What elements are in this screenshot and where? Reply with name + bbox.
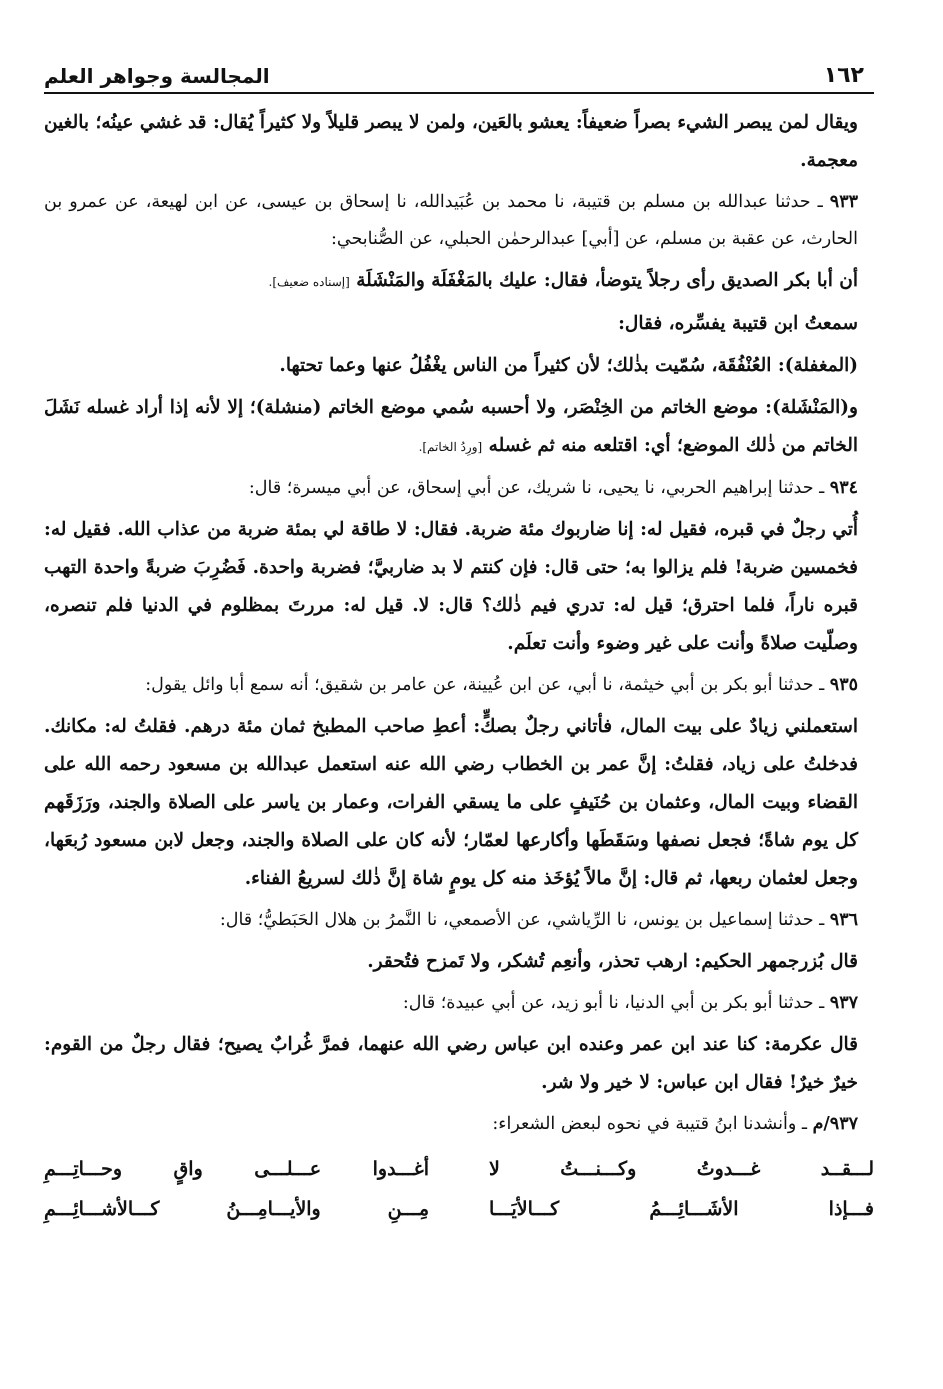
paragraph-text: ـ وأنشدنا ابنُ قتيبة في نحوه لبعض الشعراء: [492,1114,813,1134]
editor-note: [إسناده ضعيف]. [268,275,350,289]
page-body [44,104,874,1143]
paragraph-text: ويقال لمن يبصر الشيء بصراً ضعيفاً: يعشو بالعَين، ولمن لا يبصر قليلاً ولا كثيراً يُقال: قد غشي عينُه؛ بالغين معجمة. [44,112,858,171]
paragraph-text: قال بُزرجمهر الحكيم: ارهب تحذر، وأنعِم تُشكر، ولا تَمزح فتُحقر. [367,951,858,972]
paragraph-text: ـ حدثنا إسماعيل بن يونس، نا الرِّياشي، عن الأصمعي، نا النَّمرُ بن هلال الحَبَطيُّ؛ قال: [219,910,830,930]
paragraph-text: أُتي رجلٌ في قبره، فقيل له: إنا ضاربوك مئة ضربة. فقال: لا طاقة لي بمئة ضربة من عذاب الله. فقيل له: فخمسين ضربة! فلم يزالوا به؛ حتى قال: فإن كنتم لا بد ضاربيَّ؛ فضربة واحدة. فَضُرِبَ ضربةً واحدة التهب قبره ناراً، فلما احترق؛ قيل له: تدري فيم ذٰلك؟ قال: لا. قيل له: مررتَ بمظلوم في الدنيا فلم تنصره، وصلّيت صلاةً وأنت على غير وضوء وأنت تعلَم. [44,519,858,654]
entry-number: ٩٣٧/م [812,1114,858,1134]
entry-number: ٩٣٧ [829,993,858,1013]
paragraph-text: سمعتُ ابن قتيبة يفسِّره، فقال: [618,313,858,334]
entry-number: ٩٣٥ [829,675,858,695]
paragraph-text: ـ حدثنا إبراهيم الحربي، نا يحيى، نا شريك، عن أبي إسحاق، عن أبي ميسرة؛ قال: [248,478,830,498]
verse-hemistich-right: فـــإذا الأشَـــائِـــمُ كـــالأيَـــا [489,1198,874,1220]
hadith-chain-paragraph [44,902,874,939]
hadith-chain-paragraph [44,470,874,507]
text-paragraph [44,305,874,343]
verse-hemistich-right: لـــقــد غـــدوتُ وكـــنـــتُ لا [489,1158,874,1180]
text-paragraph [44,708,874,898]
paragraph-text: أن أبا بكر الصديق رأى رجلاً يتوضأ، فقال: عليك بالمَغْفَلَة والمَنْشَلَة [349,270,858,291]
paragraph-text: ـ حدثنا أبو بكر بن أبي الدنيا، نا أبو زيد، عن أبي عبيدة؛ قال: [402,993,830,1013]
hadith-chain-paragraph [44,1106,874,1143]
text-paragraph [44,943,874,981]
entry-number: ٩٣٦ [829,910,858,930]
paragraph-text: ـ حدثنا عبدالله بن مسلم بن قتيبة، نا محمد بن عُبَيدالله، نا إسحاق بن عيسى، عن ابن لهيعة، عن عمرو بن الحارث، عن عقبة بن مسلم، عن [أبي] عبدالرحمٰن الحبلي، عن الصُّنابحي: [44,192,858,249]
paragraph-text: (المغفلة): العُنْفُقَة، سُمّيت بذٰلك؛ لأن كثيراً من الناس يغْفُلُ عنها وعما تحتها. [279,355,858,376]
entry-number: ٩٣٤ [829,478,858,498]
paragraph-text: استعملني زيادٌ على بيت المال، فأتاني رجلٌ بصكٍّ: أعطِ صاحب المطبخ ثمان مئة درهم. فقلتُ له: مكانك. فدخلتُ على زياد، فقلتُ: إنَّ عمر بن الخطاب رضي الله عنه استعمل عبدالله بن مسعود رحمه الله على القضاء وبيت المال، وعثمان بن حُنَيفٍ على ما يسقي الفرات، وعمار بن ياسر على الصلاة والجند، ورَزَقَهم كل يوم شاةً؛ فجعل نصفها وسَقَطَها وأكارعها لعمّار؛ لأنه كان على الصلاة والجند، وجعل لابن مسعود رُبعَها، وجعل لعثمان ربعها، ثم قال: إنَّ مالاً يُؤخَذ منه كل يومٍ شاة إنَّ ذٰلك لسريعُ الفناء. [44,716,858,889]
text-paragraph [44,262,874,301]
hadith-chain-paragraph [44,184,874,258]
verse-hemistich-left: أغـــدوا عـــلـــى واقٍ وحـــاتِـــمِ [44,1158,429,1180]
verse-hemistich-left: مِـــنِ والأيـــامِـــنُ كـــالأشـــائِـــمِ [44,1198,429,1220]
entry-number: ٩٣٣ [829,192,858,212]
running-header [44,58,874,94]
paragraph-text: قال عكرمة: كنا عند ابن عمر وعنده ابن عباس رضي الله عنهما، فمرَّ غُرابٌ يصيح؛ فقال رجلٌ من القوم: خيرٌ خيرٌ! فقال ابن عباس: لا خير ولا شر. [44,1034,858,1093]
hadith-chain-paragraph [44,985,874,1022]
text-paragraph [44,104,874,180]
book-title: المجالسة وجواهر العلم [44,64,270,88]
hadith-chain-paragraph [44,667,874,704]
page-number: ١٦٢ [823,63,864,88]
editor-note: [ورِدُ الخاتم]. [418,440,483,454]
text-paragraph [44,347,874,385]
paragraph-text: ـ حدثنا أبو بكر بن أبي خيثمة، نا أبي، عن ابن عُيينة، عن عامر بن شقيق؛ أنه سمع أبا وائل يقول: [145,675,830,695]
paragraph-text: و(المَنْشَلة): موضع الخاتم من الخِنْصَر، ولا أحسبه سُمي موضع الخاتم (منشلة)؛ إلا لأنه إذا أراد غسله نَشَلَ الخاتم من ذٰلك الموضع؛ أي: اقتلعه منه ثم غسله [44,397,858,456]
poem [44,1149,874,1229]
text-paragraph [44,1026,874,1102]
book-page [44,58,874,1229]
text-paragraph [44,389,874,466]
text-paragraph [44,511,874,663]
